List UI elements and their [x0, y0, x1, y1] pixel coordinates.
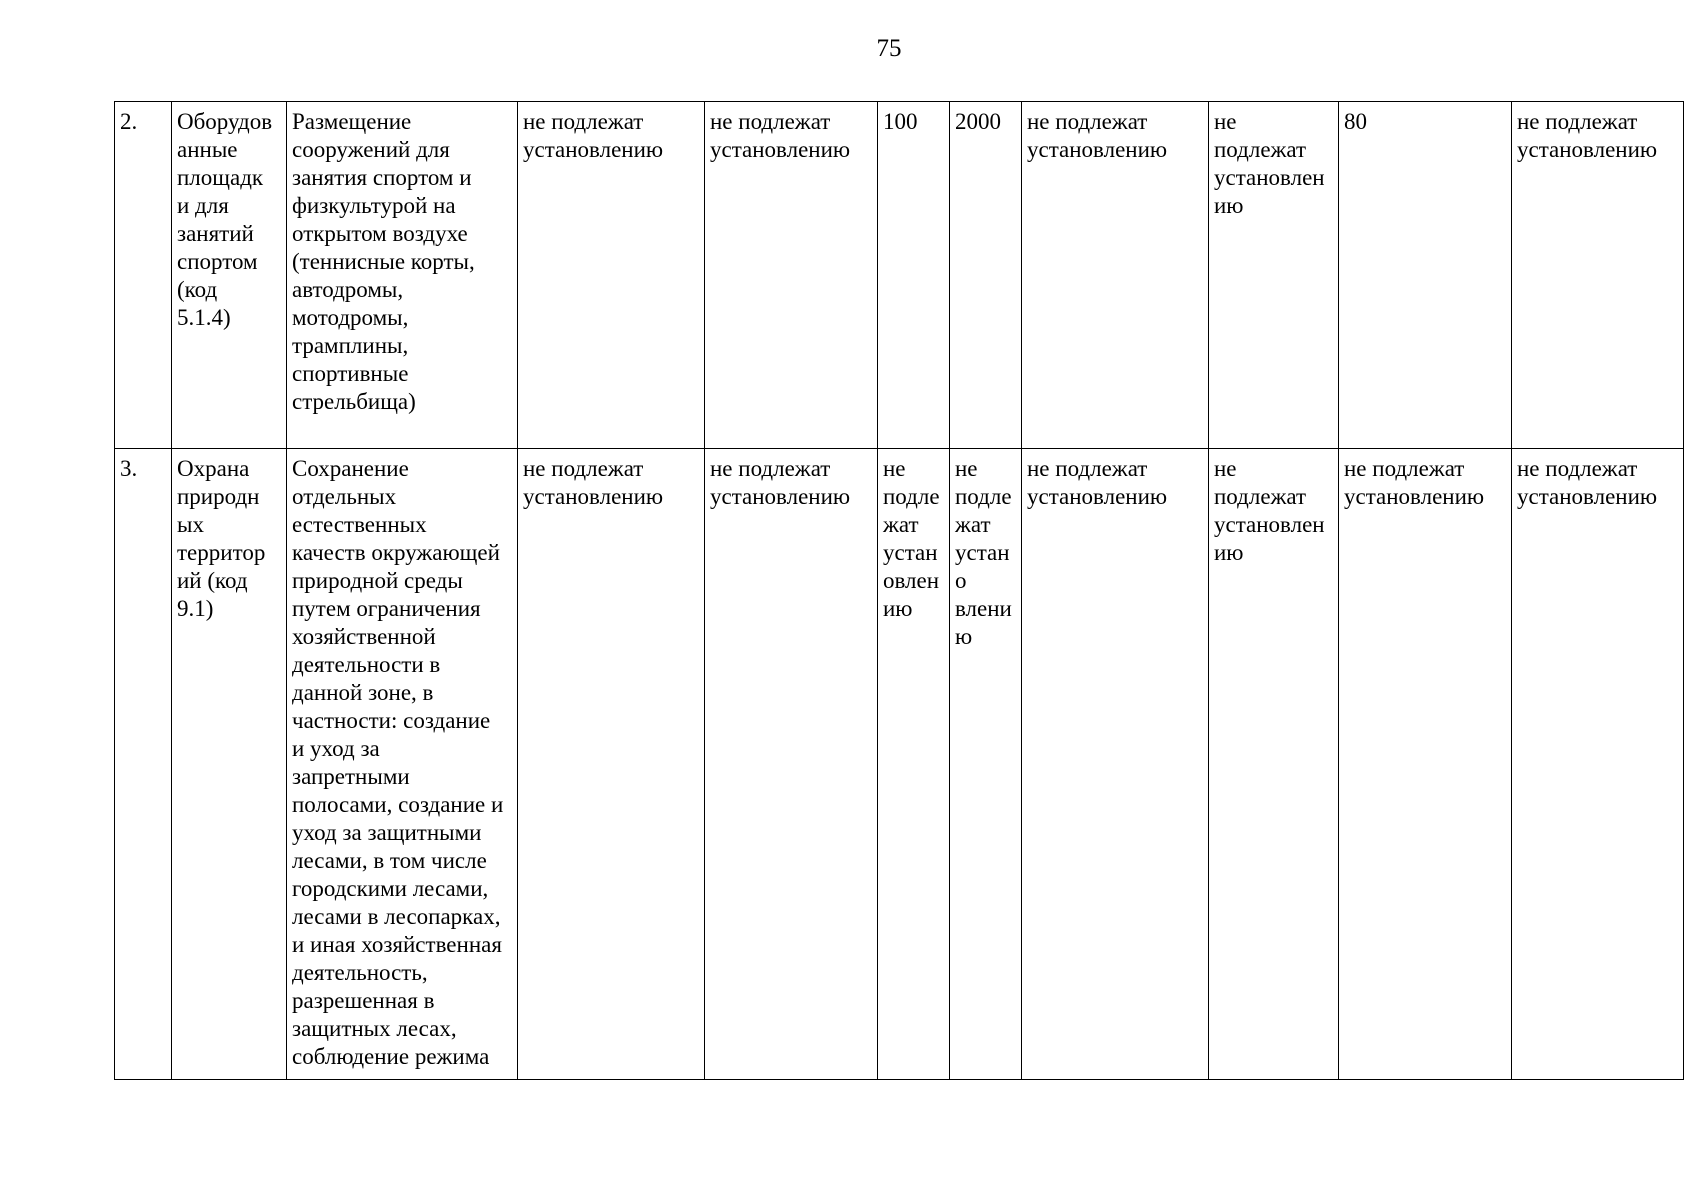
parameter-cell: 2000 [950, 102, 1022, 449]
parameter-cell: не подлежат установлению [518, 102, 705, 449]
parameter-cell: не подлежат установлен ию [1209, 102, 1339, 449]
use-description-cell: Размещение сооружений для занятия спортом и физкультурой на открытом воздухе (теннисные корты, автодромы, мотодромы, трамплины, спортивные стрельбища) [287, 102, 518, 449]
table-row [115, 449, 1684, 1080]
parameter-cell: не подлежат установлению [705, 449, 878, 1080]
parameter-cell: не подлежат установлению [1512, 449, 1684, 1080]
table-row [115, 102, 1684, 449]
parameter-cell: 100 [878, 102, 950, 449]
use-type-cell: Охрана природн ых территор ий (код 9.1) [172, 449, 287, 1080]
row-number-cell: 2. [115, 102, 172, 449]
parameter-cell: не подлежат установлению [705, 102, 878, 449]
page-number: 75 [876, 35, 902, 62]
parameter-cell: не подлежат установлению [518, 449, 705, 1080]
parameter-cell: не подлежат установлению [1512, 102, 1684, 449]
use-type-cell: Оборудов анные площадк и для занятий спортом (код 5.1.4) [172, 102, 287, 449]
parameter-cell: 80 [1339, 102, 1512, 449]
zoning-regulations-table [114, 101, 1684, 1080]
use-description-cell: Сохранение отдельных естественных качеств окружающей природной среды путем ограничения хозяйственной деятельности в данной зоне, в частности: создание и уход за запретными полосами, создание и уход за защитными лесами, в том числе городскими лесами, лесами в лесопарках, и иная хозяйственная деятельность, разрешенная в защитных лесах, соблюдение режима [287, 449, 518, 1080]
row-number-cell: 3. [115, 449, 172, 1080]
parameter-cell: не подле жат устан овлен ию [878, 449, 950, 1080]
parameter-cell: не подлежат установлению [1022, 102, 1209, 449]
parameter-cell: не подлежат установлен ию [1209, 449, 1339, 1080]
parameter-cell: не подлежат установлению [1022, 449, 1209, 1080]
parameter-cell: не подлежат установлению [1339, 449, 1512, 1080]
parameter-cell: не подле жат устано влени ю [950, 449, 1022, 1080]
